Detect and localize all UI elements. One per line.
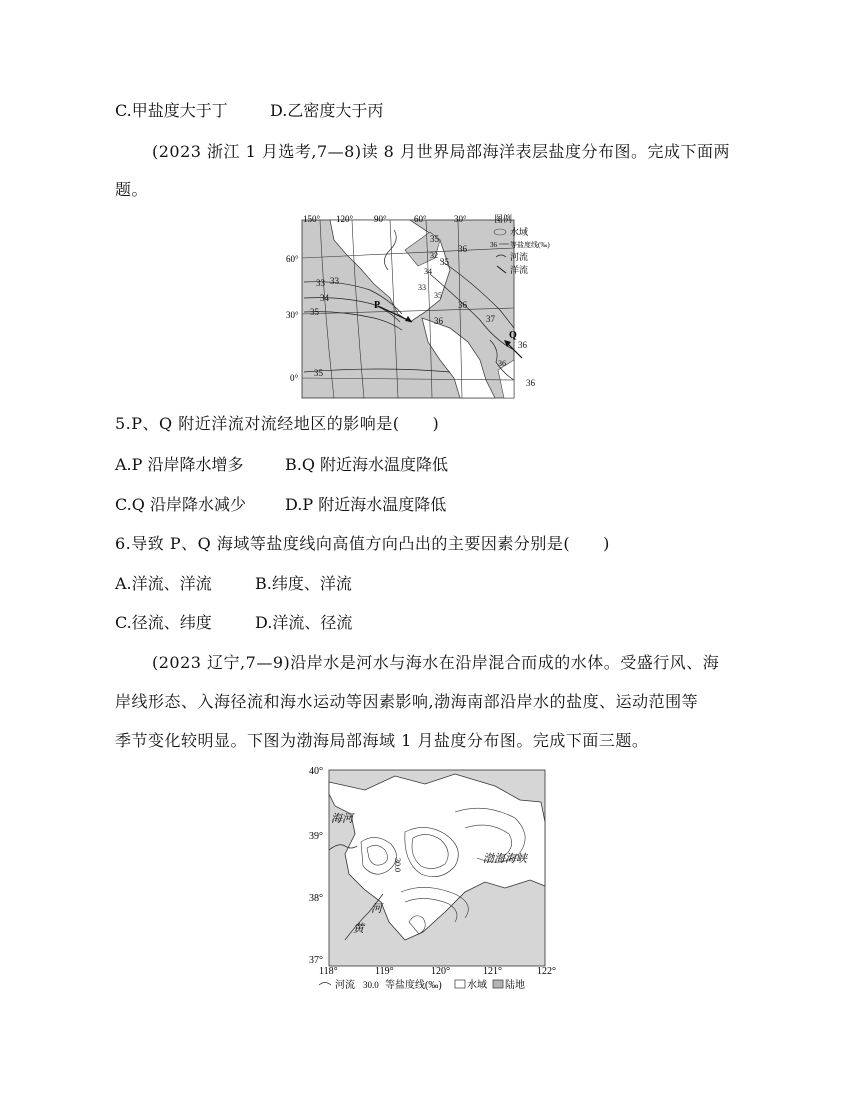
intro-paragraph-line: (2023 浙江 1 月选考,7—8)读 8 月世界局部海洋表层盐度分布图。完成下面两	[152, 142, 730, 161]
lat-tick: 0°	[290, 373, 299, 383]
isoline-label: 30.0	[393, 858, 402, 872]
isoline-label: 36	[526, 378, 535, 388]
lon-tick: 120°	[431, 966, 450, 977]
isoline-label: 35	[440, 257, 449, 267]
option-d: D.乙密度大于丙	[270, 101, 384, 120]
legend-water: 水域	[467, 980, 487, 991]
isoline-label: 37	[486, 314, 495, 324]
legend-isoline-sample: 36	[490, 241, 497, 249]
legend-land: 陆地	[505, 980, 525, 991]
isoline-label: 35	[310, 307, 319, 317]
option-c: C.甲盐度大于丁	[115, 101, 228, 120]
lon-tick: 121°	[483, 966, 502, 977]
legend-water-swatch	[494, 229, 506, 235]
q6-option-b: B.纬度、洋流	[255, 574, 352, 593]
lat-tick: 39°	[309, 831, 323, 842]
isoline-label: 33	[418, 283, 426, 292]
intro-paragraph-line: 季节变化较明显。下图为渤海局部海域 1 月盐度分布图。完成下面三题。	[115, 731, 649, 750]
isoline-label: 32	[430, 251, 438, 260]
isoline-label: 35	[430, 234, 439, 244]
q6-option-a: A.洋流、洋流	[115, 574, 212, 593]
water-swatch	[455, 980, 465, 988]
isoline-label: 33	[330, 276, 339, 286]
legend-water: 水域	[510, 227, 529, 237]
isoline-label: 34	[320, 293, 329, 303]
lon-tick: 118°	[319, 966, 338, 977]
label-haihe: 海河	[331, 813, 353, 825]
legend-current: 洋流	[510, 265, 529, 275]
q5-option-d: D.P 附近海水温度降低	[285, 495, 447, 514]
isoline-label: 36	[458, 300, 467, 310]
isoline-label: 35	[434, 291, 442, 300]
q6-option-d: D.洋流、径流	[255, 613, 353, 632]
lon-tick: 150°	[303, 214, 321, 224]
point-q-label: Q	[509, 330, 517, 341]
lat-tick: 40°	[309, 766, 323, 777]
lon-tick: 30°	[454, 214, 467, 224]
isoline-label: 36	[518, 340, 527, 350]
label-bohai-strait: 渤海海峡	[483, 853, 527, 865]
q5-option-b: B.Q 附近海水温度降低	[285, 455, 449, 474]
legend-title: 图例	[494, 214, 513, 224]
lat-tick: 30°	[286, 310, 299, 320]
lat-tick: 38°	[309, 893, 323, 904]
q5-option-c: C.Q 沿岸降水减少	[115, 495, 246, 514]
isoline-label: 36	[458, 244, 467, 254]
point-p-label: P	[374, 300, 381, 311]
lon-tick: 60°	[414, 214, 427, 224]
isoline-label: 36	[498, 359, 506, 368]
label-he: 河	[371, 903, 382, 915]
q5-stem: 5.P、Q 附近洋流对流经地区的影响是( )	[115, 414, 440, 433]
legend	[319, 978, 525, 991]
isoline-label: 35	[314, 368, 323, 378]
q5-option-a: A.P 沿岸降水增多	[115, 455, 244, 474]
legend-river: 河流	[510, 252, 529, 262]
salinity-map-bohai	[305, 762, 560, 994]
lon-tick: 122°	[537, 966, 556, 977]
lon-tick: 90°	[374, 214, 387, 224]
salinity-map-atlantic	[286, 210, 550, 402]
legend-isoline-sample: 30.0	[363, 980, 379, 990]
lon-tick: 119°	[375, 966, 394, 977]
river-icon	[319, 983, 331, 986]
isoline-label: 34	[424, 267, 432, 276]
lat-tick: 60°	[286, 254, 299, 264]
legend-river: 河流	[335, 980, 355, 991]
label-huang: 黄	[353, 923, 364, 935]
q6-option-c: C.径流、纬度	[115, 613, 212, 632]
q6-stem: 6.导致 P、Q 海域等盐度线向高值方向凸出的主要因素分别是( )	[115, 534, 610, 553]
lon-tick: 120°	[336, 214, 354, 224]
intro-paragraph-line: (2023 辽宁,7—9)沿岸水是河水与海水在沿岸混合而成的水体。受盛行风、海	[152, 653, 720, 672]
lat-tick: 37°	[309, 955, 323, 966]
intro-paragraph-line: 岸线形态、入海径流和海水运动等因素影响,渤海南部沿岸水的盐度、运动范围等	[115, 692, 699, 711]
legend-isoline: 等盐度线(‰)	[510, 241, 550, 249]
intro-paragraph-line: 题。	[115, 180, 149, 199]
land-swatch	[493, 980, 503, 988]
isoline-label: 33	[316, 278, 325, 288]
legend-isoline: 等盐度线(‰)	[385, 980, 442, 991]
isoline-label: 36	[434, 316, 443, 326]
